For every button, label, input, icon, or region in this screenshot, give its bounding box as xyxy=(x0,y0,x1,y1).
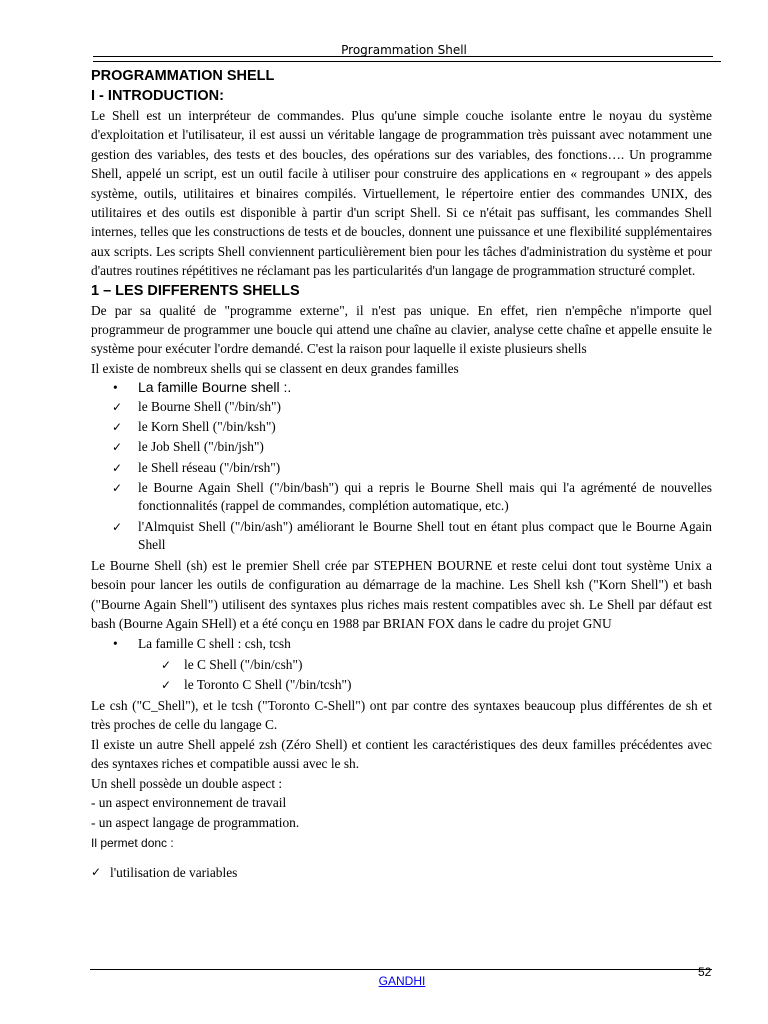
zsh-paragraph: Il existe un autre Shell appelé zsh (Zéro Shell) et contient les caractéristiques des deux familles précédentes avec des syntaxes riches et compatible aussi avec le sh. xyxy=(91,736,712,772)
list-item xyxy=(91,418,712,436)
list-item-text: le Toronto C Shell ("/bin/tcsh") xyxy=(184,677,352,693)
checkmark-icon: ✓ xyxy=(112,440,123,455)
checkmark-icon: ✓ xyxy=(161,678,172,693)
list-item-text: le Shell réseau ("/bin/rsh") xyxy=(138,459,281,475)
checkmark-icon: ✓ xyxy=(112,481,123,496)
bourne-paragraph: Le Bourne Shell (sh) est le premier Shell crée par STEPHEN BOURNE et reste celui dont tout système Unix a besoin pour lancer les outils de configuration au démarrage de la machine. Les Shell ksh ("Korn Shell") et bash ("Bourne Again Shell") utilisent des syntaxes plus riches mais restent compatibles avec sh. Le Shell par défaut est bash (Bourne Again SHell) et a été conçu en 1988 par BRIAN FOX dans le cadre du projet GNU xyxy=(91,558,712,632)
list-item xyxy=(91,863,712,882)
c-paragraph: Le csh ("C_Shell"), et le tcsh ("Toronto C-Shell") ont par contre des syntaxes beaucoup plus différentes de sh et très proches de celle du langage C. xyxy=(91,698,712,733)
list-item: - un aspect langage de programmation. xyxy=(91,814,300,830)
list-item xyxy=(91,634,712,653)
list-item: - un aspect environnement de travail xyxy=(91,795,287,811)
list-item xyxy=(91,518,712,554)
bullet-dot-icon: • xyxy=(113,635,118,651)
list-item xyxy=(91,438,712,456)
list-item-text: le Bourne Shell ("/bin/sh") xyxy=(138,398,281,414)
page-number: 52 xyxy=(698,965,712,979)
list-item-text: le Bourne Again Shell ("/bin/bash") qui a repris le Bourne Shell mais qui l'a agrémenté de nouvelles fonctionnalités (rappel de commandes, complétion automatique, etc.) xyxy=(138,480,712,514)
checkmark-icon: ✓ xyxy=(91,864,102,879)
list-item xyxy=(91,398,712,416)
c-family-label: La famille C shell : csh, tcsh xyxy=(138,635,291,651)
list-item xyxy=(91,378,712,397)
list-item-text: l'utilisation de variables xyxy=(110,864,238,880)
c-shells-list xyxy=(91,656,712,694)
footer-rule xyxy=(90,969,712,970)
c-family-list xyxy=(91,634,712,653)
checkmark-icon: ✓ xyxy=(161,658,172,673)
main-title: PROGRAMMATION SHELL xyxy=(91,68,275,84)
bourne-family-label: La famille Bourne shell :. xyxy=(138,379,292,396)
shells-heading: 1 – LES DIFFERENTS SHELLS xyxy=(91,282,300,299)
permet-list xyxy=(91,863,712,882)
families-line: Il existe de nombreux shells qui se classent en deux grandes familles xyxy=(91,360,459,376)
footer-author: GANDHI xyxy=(378,974,426,988)
shells-paragraph: De par sa qualité de "programme externe", il n'est pas unique. En effet, rien n'empêche n'importe quel programmeur de programmer une boucle qui attend une chaîne au clavier, analyse cette chaîne et appelle ensuite le système pour exécuter l'ordre demandé. C'est la raison pour laquelle il existe plusieurs shells xyxy=(91,302,712,357)
document-body xyxy=(91,66,712,882)
bourne-family-list xyxy=(91,378,712,397)
intro-heading: I - INTRODUCTION: xyxy=(91,88,224,104)
checkmark-icon: ✓ xyxy=(112,420,123,435)
list-item xyxy=(91,676,712,694)
list-item xyxy=(91,479,712,515)
aspect-line: Un shell possède un double aspect : xyxy=(91,775,283,791)
intro-paragraph: Le Shell est un interpréteur de commandes. Plus qu'une simple couche isolante entre le noyau du système d'exploitation et l'utilisateur, il est aussi un véritable langage de programmation très puissant avec notamment une gestion des variables, des tests et des boucles, des opérations sur des variables, des fonctions…. Un programme Shell, appelé un script, est un outil facile à utiliser pour construire des applications en « regroupant » des appels système, outils, utilitaires et binaires compilés. Virtuellement, le répertoire entier des commandes UNIX, des utilitaires et des outils est disponible à partir d'un script Shell. Si ce n'était pas suffisant, les commandes Shell internes, telles que les constructions de tests et de boucles, donnent une puissance et une flexibilité supplémentaires aux scripts. Les scripts Shell conviennent particulièrement bien pour les tâches d'administration du système et pour d'autres routines répétitives ne réclamant pas les particularités d'un langage de programmation structuré complet. xyxy=(91,108,712,279)
bourne-shells-list xyxy=(91,398,712,554)
aspects-list xyxy=(91,793,712,832)
list-item-text: le Job Shell ("/bin/jsh") xyxy=(138,439,264,455)
list-item-text: le C Shell ("/bin/csh") xyxy=(184,657,303,673)
running-header-title: Programmation Shell xyxy=(341,43,467,57)
checkmark-icon: ✓ xyxy=(112,399,123,414)
list-item-text: le Korn Shell ("/bin/ksh") xyxy=(138,419,276,435)
permet-line: Il permet donc : xyxy=(91,835,174,850)
header-rule-top xyxy=(93,56,713,57)
list-item xyxy=(91,656,712,674)
checkmark-icon: ✓ xyxy=(112,519,123,534)
checkmark-icon: ✓ xyxy=(112,460,123,475)
bullet-dot-icon: • xyxy=(113,380,118,396)
header-rule-bottom xyxy=(93,61,721,62)
list-item-text: l'Almquist Shell ("/bin/ash") améliorant le Bourne Shell tout en étant plus compact que le Bourne Again Shell xyxy=(138,518,712,552)
list-item xyxy=(91,459,712,477)
